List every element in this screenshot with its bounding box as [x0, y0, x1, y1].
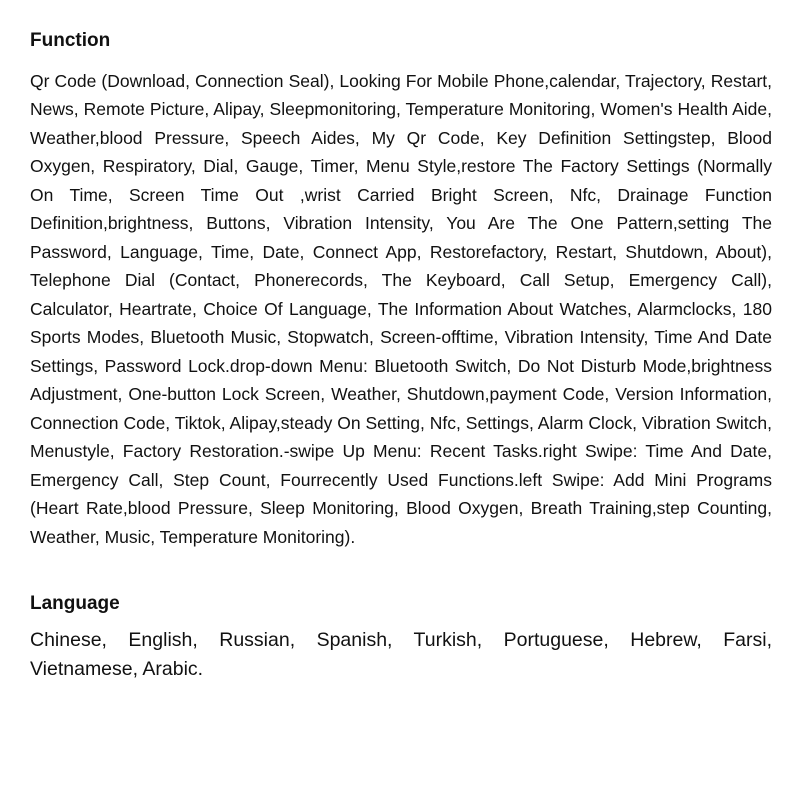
function-heading: Function: [30, 30, 111, 51]
function-description: Qr Code (Download, Connection Seal), Looking For Mobile Phone,calendar, Trajectory, Restart, News, Remote Picture, Alipay, Sleepmonitoring, Temperature Monitoring, Women's Health Aide, Weather,blood Pressure, Speech Aides, My Qr Code, Key Definition Settingstep, Blood Oxygen, Respiratory, Dial, Gauge, Timer, Menu Style,restore The Factory Settings (Normally On Time, Screen Time Out ,wrist Carried Bright Screen, Nfc, Drainage Function Definition,brightness, Buttons, Vibration Intensity, You Are The One Pattern,setting The Password, Language, Time, Date, Connect App, Restorefactory, Restart, Shutdown, About), Telephone Dial (Contact, Phonerecords, The Keyboard, Call Setup, Emergency Call), Calculator, Heartrate, Choice Of Language, The Information About Watches, Alarmclocks, 180 Sports Modes, Bluetooth Music, Stopwatch, Screen-offtime, Vibration Intensity, Time And Date Settings, Password Lock.drop-down Menu: Bluetooth Switch, Do Not Disturb Mode,brightness Adjustment, One-button Lock Screen, Weather, Shutdown,payment Code, Version Information, Connection Code, Tiktok, Alipay,steady On Setting, Nfc, Settings, Alarm Clock, Vibration Switch, Menustyle, Factory Restoration.-swipe Up Menu: Recent Tasks.right Swipe: Time And Date, Emergency Call, Step Count, Fourrecently Used Functions.left Swipe: Add Mini Programs (Heart Rate,blood Pressure, Sleep Monitoring, Blood Oxygen, Breath Training,step Counting, Weather, Music, Temperature Monitoring).: [30, 70, 772, 547]
language-list: Chinese, English, Russian, Spanish, Turkish, Portuguese, Hebrew, Farsi, Vietnamese, Arabic.: [30, 629, 772, 681]
function-section: [30, 30, 772, 551]
language-section: [30, 593, 772, 684]
language-heading: Language: [30, 593, 120, 615]
spec-document: [30, 30, 772, 684]
